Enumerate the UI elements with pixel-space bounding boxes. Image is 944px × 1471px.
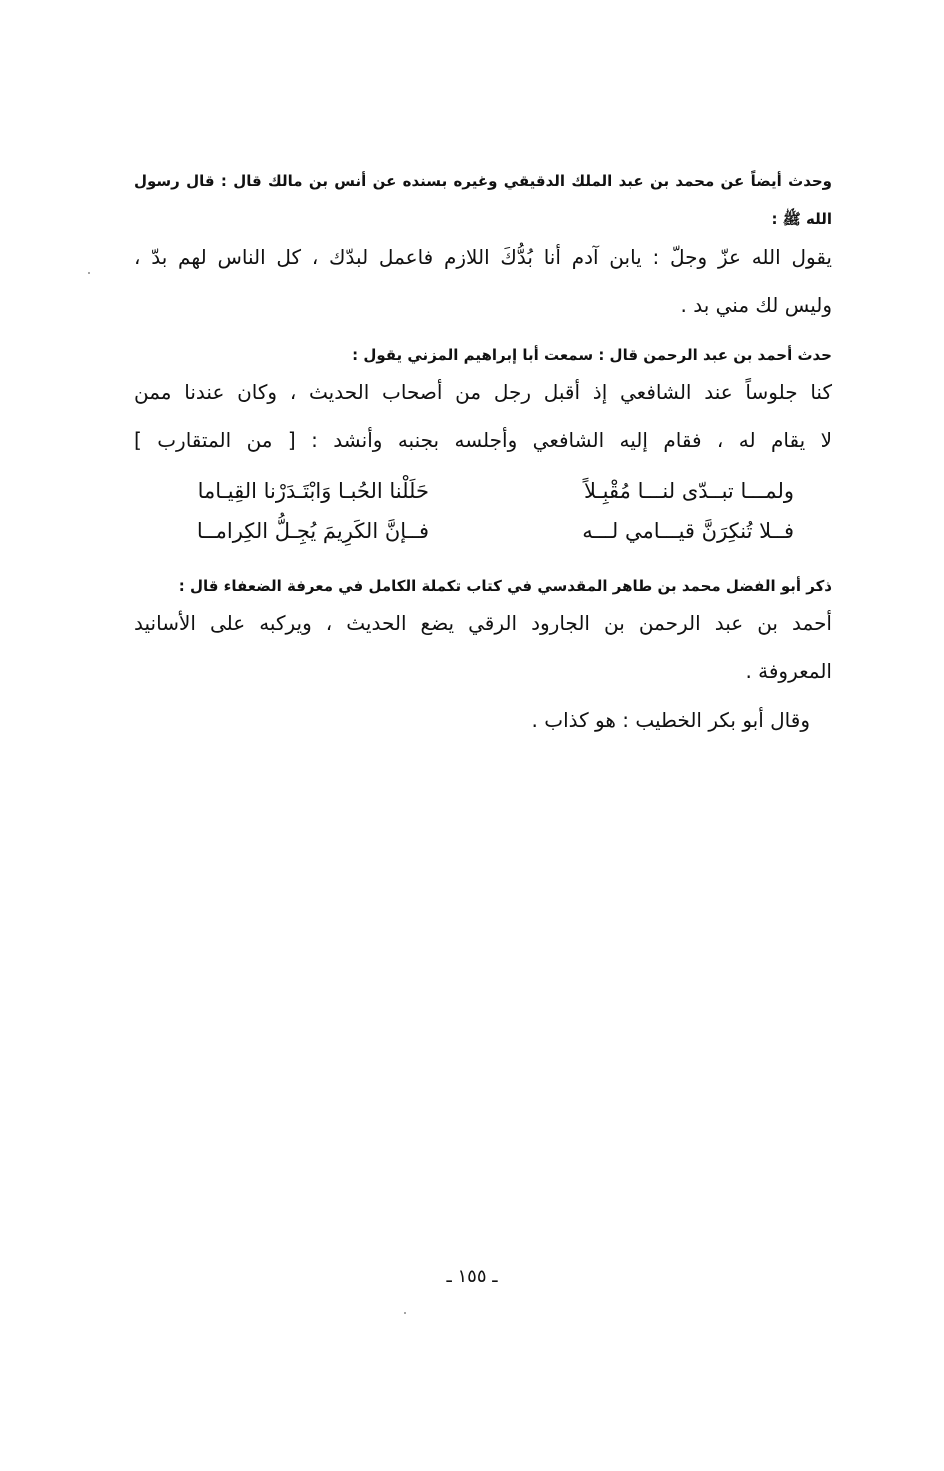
verse-hemistich: فــلا تُنكِرَنَّ قيـــامي لـــه [582, 519, 794, 543]
verse-hemistich: حَلَلْنا الحُبـا وَابْتَـدَرْنا القِيـاما [197, 479, 429, 503]
scan-speck [404, 1312, 406, 1314]
narrative-text-line: وقال أبو بكر الخطيب : هو كذاب . [531, 708, 810, 732]
hadith-text-line: وليس لك مني بد . [680, 293, 832, 317]
narrative-text-line: المعروفة . [745, 659, 832, 683]
verse-hemistich: فــإنَّ الكَرِيمَ يُجِـلُّ الكِرامــا [196, 519, 429, 543]
narrative-text-line: لا يقام له ، فقام إليه الشافعي وأجلسه بجنبه وأنشد : [ من المتقارب ] [134, 428, 832, 452]
hadith-text-line: يقول الله عزّ وجلّ : يابن آدم أنا بُدُّكَ اللازم فاعمل لبدّك ، كل الناس لهم بدّ ، [134, 245, 832, 269]
verse-hemistich: ولمـــا تبــدّى لنـــا مُقْبِـلاً [584, 479, 794, 503]
isnad-line: الله ﷺ : [771, 210, 832, 228]
scan-speck [88, 272, 90, 274]
isnad-line: ذكر أبو الفضل محمد بن طاهر المقدسي في كتاب تكملة الكامل في معرفة الضعفاء قال : [178, 577, 832, 595]
isnad-line: حدث أحمد بن عبد الرحمن قال : سمعت أبا إبراهيم المزني يقول : [352, 346, 832, 364]
isnad-line: وحدث أيضاً عن محمد بن عبد الملك الدقيقي وغيره بسنده عن أنس بن مالك قال : قال رسول [134, 172, 832, 190]
narrative-text-line: كنا جلوساً عند الشافعي إذ أقبل رجل من أصحاب الحديث ، وكان عندنا ممن [134, 380, 832, 404]
narrative-text-line: أحمد بن عبد الرحمن بن الجارود الرقي يضع الحديث ، ويركبه على الأسانيد [134, 611, 832, 635]
page-number: ـ ١٥٥ ـ [446, 1266, 498, 1287]
